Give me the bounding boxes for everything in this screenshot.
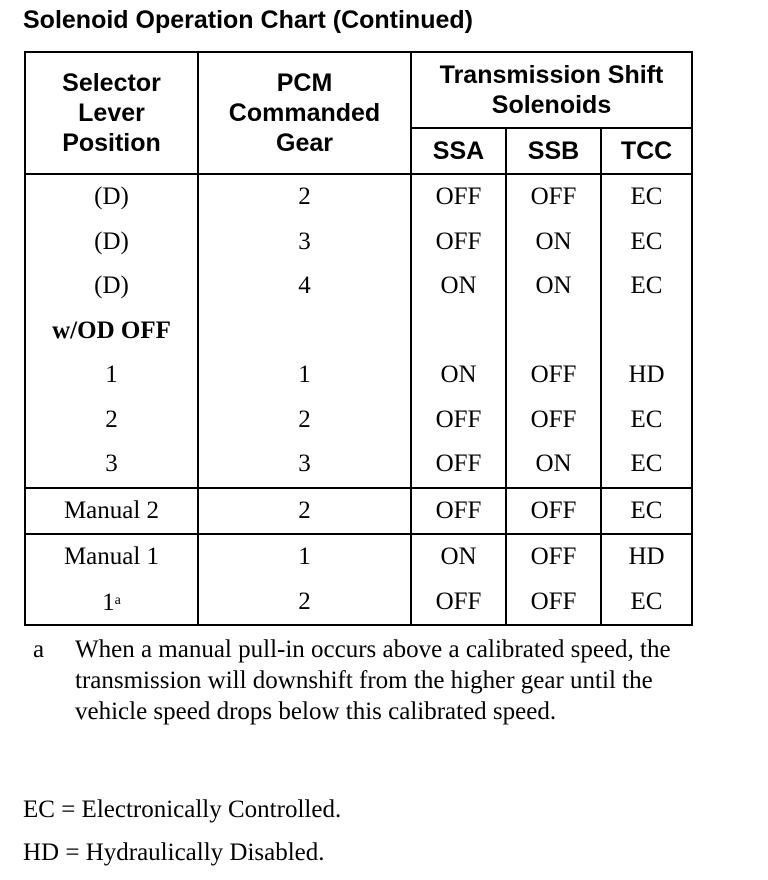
cell-ssb: [506, 309, 601, 354]
cell-position: 3: [25, 442, 198, 488]
cell-gear: [198, 309, 411, 354]
cell-gear: 1: [198, 534, 411, 580]
table-row: [25, 398, 692, 443]
cell-gear: 2: [198, 580, 411, 626]
cell-tcc: EC: [601, 580, 692, 626]
cell-position: 2: [25, 398, 198, 443]
table-row: [25, 488, 692, 535]
legend-hd: HD = Hydraulically Disabled.: [23, 839, 325, 866]
table-row: [25, 220, 692, 265]
legend-ec: EC = Electronically Controlled.: [23, 796, 342, 823]
cell-tcc: EC: [601, 442, 692, 488]
header-selector-lever-position: Selector Lever Position: [25, 52, 198, 174]
cell-ssb: ON: [506, 264, 601, 309]
cell-ssa: OFF: [411, 488, 506, 535]
cell-ssa: [411, 309, 506, 354]
header-ssb: SSB: [506, 128, 601, 174]
cell-tcc: EC: [601, 264, 692, 309]
table-row: [25, 580, 692, 626]
cell-ssb: ON: [506, 220, 601, 265]
table-row: [25, 353, 692, 398]
cell-ssa: OFF: [411, 174, 506, 220]
footnote-mark: a: [33, 636, 45, 663]
cell-position: (D): [25, 264, 198, 309]
footnote-reference-mark: a: [114, 592, 121, 608]
cell-gear: 2: [198, 398, 411, 443]
cell-tcc: HD: [601, 353, 692, 398]
cell-tcc: EC: [601, 398, 692, 443]
cell-ssa: ON: [411, 353, 506, 398]
cell-position: (D): [25, 174, 198, 220]
table-row: [25, 534, 692, 580]
solenoid-operation-table: [24, 51, 693, 626]
cell-tcc: HD: [601, 534, 692, 580]
cell-position: Manual 2: [25, 488, 198, 535]
cell-tcc: EC: [601, 174, 692, 220]
cell-tcc: [601, 309, 692, 354]
cell-position: Manual 1: [25, 534, 198, 580]
cell-gear: 2: [198, 488, 411, 535]
cell-ssb: OFF: [506, 488, 601, 535]
cell-ssa: OFF: [411, 442, 506, 488]
cell-ssb: OFF: [506, 534, 601, 580]
cell-ssb: OFF: [506, 398, 601, 443]
cell-ssb: OFF: [506, 174, 601, 220]
header-pcm-commanded-gear: PCM Commanded Gear: [198, 52, 411, 174]
table-row: [25, 264, 692, 309]
cell-tcc: EC: [601, 220, 692, 265]
cell-position: (D): [25, 220, 198, 265]
cell-gear: 3: [198, 220, 411, 265]
table-row: [25, 442, 692, 488]
cell-ssa: ON: [411, 534, 506, 580]
header-ssa: SSA: [411, 128, 506, 174]
cell-ssb: ON: [506, 442, 601, 488]
footnote: [33, 634, 693, 727]
cell-ssb: OFF: [506, 353, 601, 398]
cell-ssb: OFF: [506, 580, 601, 626]
header-tcc: TCC: [601, 128, 692, 174]
cell-gear: 2: [198, 174, 411, 220]
header-transmission-shift-solenoids: Transmission Shift Solenoids: [411, 52, 692, 128]
cell-gear: 4: [198, 264, 411, 309]
cell-ssa: OFF: [411, 220, 506, 265]
position-value: 1: [102, 588, 115, 616]
cell-tcc: EC: [601, 488, 692, 535]
cell-position: 1: [25, 353, 198, 398]
cell-ssa: ON: [411, 264, 506, 309]
table-row: [25, 174, 692, 220]
cell-position: [25, 580, 198, 626]
cell-gear: 3: [198, 442, 411, 488]
cell-ssa: OFF: [411, 580, 506, 626]
cell-gear: 1: [198, 353, 411, 398]
cell-ssa: OFF: [411, 398, 506, 443]
cell-position-od-off: w/OD OFF: [25, 309, 198, 354]
chart-title: Solenoid Operation Chart (Continued): [23, 6, 473, 34]
footnote-text: When a manual pull-in occurs above a calibrated speed, the transmission will downshift from the higher gear until the vehicle speed drops below this calibrated speed.: [75, 636, 671, 725]
table-row-subheading: [25, 309, 692, 354]
